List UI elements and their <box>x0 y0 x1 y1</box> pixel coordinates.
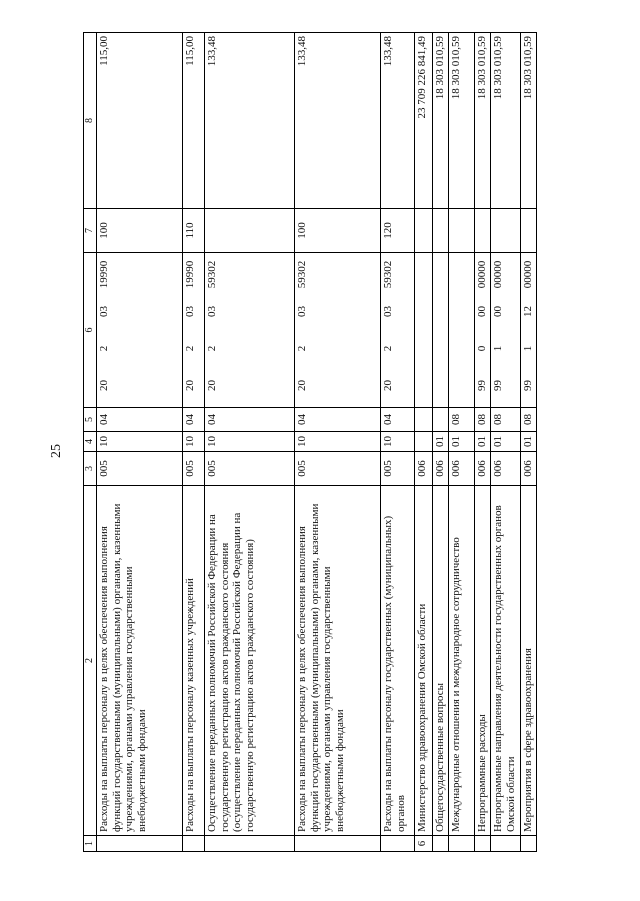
target-code-part: 03 <box>296 306 308 317</box>
cell-c5: 04 <box>183 408 205 432</box>
table-row <box>491 33 521 852</box>
cell-c7 <box>449 209 475 253</box>
target-code-part: 20 <box>206 380 218 391</box>
target-code-part: 2 <box>296 345 308 352</box>
cell-c8: 18 303 010,59 <box>475 33 491 209</box>
target-code-part: 20 <box>382 380 394 391</box>
cell-c3: 006 <box>491 452 521 486</box>
target-code-part: 99 <box>492 380 504 391</box>
cell-desc: Мероприятия в сфере здравоохранения <box>521 486 537 836</box>
cell-c3: 005 <box>205 452 295 486</box>
target-code-part: 2 <box>184 345 196 352</box>
cell-c7 <box>415 209 433 253</box>
target-code-part: 03 <box>98 306 110 317</box>
cell-c8: 133,48 <box>295 33 381 209</box>
target-code-part: 99 <box>476 380 488 391</box>
cell-c5: 08 <box>521 408 537 432</box>
target-code-part: 00 <box>476 306 488 317</box>
cell-c3: 005 <box>381 452 415 486</box>
cell-c1 <box>381 836 415 852</box>
cell-c7 <box>521 209 537 253</box>
cell-c1: 6 <box>415 836 433 852</box>
target-code-part: 2 <box>206 345 218 352</box>
target-code-part: 00000 <box>476 260 488 289</box>
cell-c8: 18 303 010,59 <box>449 33 475 209</box>
target-code-part: 03 <box>382 306 394 317</box>
target-code-part: 20 <box>296 380 308 391</box>
cell-c5 <box>415 408 433 432</box>
header-cell: 7 <box>84 209 97 253</box>
cell-c1 <box>475 836 491 852</box>
cell-c7: 110 <box>183 209 205 253</box>
table-row <box>449 33 475 852</box>
cell-c6 <box>381 253 415 408</box>
cell-c6 <box>491 253 521 408</box>
table-row <box>521 33 537 852</box>
target-code-part: 19990 <box>98 260 110 289</box>
cell-desc: Международные отношения и международное сотрудничество <box>449 486 475 836</box>
cell-c5: 04 <box>205 408 295 432</box>
cell-c3: 006 <box>433 452 449 486</box>
cell-c7: 120 <box>381 209 415 253</box>
header-cell: 4 <box>84 432 97 452</box>
cell-c6 <box>449 253 475 408</box>
cell-c4: 10 <box>183 432 205 452</box>
cell-c5: 08 <box>449 408 475 432</box>
target-code-part: 19990 <box>184 260 196 289</box>
cell-c1 <box>449 836 475 852</box>
target-code-part: 59302 <box>296 260 308 289</box>
cell-c3: 006 <box>415 452 433 486</box>
header-cell: 8 <box>84 33 97 209</box>
cell-c4: 10 <box>381 432 415 452</box>
table-row <box>183 33 205 852</box>
cell-c1 <box>491 836 521 852</box>
cell-c8: 133,48 <box>205 33 295 209</box>
cell-c6 <box>475 253 491 408</box>
cell-c1 <box>183 836 205 852</box>
target-code-part: 00000 <box>492 260 504 289</box>
cell-c1 <box>97 836 183 852</box>
cell-c4: 01 <box>521 432 537 452</box>
page-number: 25 <box>49 444 64 458</box>
cell-c5: 04 <box>295 408 381 432</box>
table-row <box>415 33 433 852</box>
target-code-part: 0 <box>476 345 488 352</box>
target-code-part: 20 <box>184 380 196 391</box>
target-code-part: 2 <box>382 345 394 352</box>
header-cell: 6 <box>84 253 97 408</box>
cell-c8: 115,00 <box>97 33 183 209</box>
target-code-part: 2 <box>98 345 110 352</box>
header-cell: 3 <box>84 452 97 486</box>
rotated-content <box>83 33 613 852</box>
cell-desc: Непрограммные расходы <box>475 486 491 836</box>
cell-c7: 100 <box>295 209 381 253</box>
target-code-part: 1 <box>522 345 534 352</box>
cell-c8: 18 303 010,59 <box>491 33 521 209</box>
cell-c7 <box>491 209 521 253</box>
cell-desc: Расходы на выплаты персоналу казенных учреждений <box>183 486 205 836</box>
cell-c4: 10 <box>205 432 295 452</box>
cell-c8: 115,00 <box>183 33 205 209</box>
cell-c7 <box>475 209 491 253</box>
cell-c1 <box>295 836 381 852</box>
cell-c4: 10 <box>97 432 183 452</box>
cell-c5: 08 <box>491 408 521 432</box>
table-row <box>97 33 183 852</box>
cell-desc: Министерство здравоохранения Омской области <box>415 486 433 836</box>
cell-c8: 18 303 010,59 <box>433 33 449 209</box>
cell-c5 <box>433 408 449 432</box>
header-cell: 1 <box>84 836 97 852</box>
target-code-part: 20 <box>98 380 110 391</box>
cell-c4: 01 <box>475 432 491 452</box>
cell-desc: Расходы на выплаты персоналу государственных (муниципальных) органов <box>381 486 415 836</box>
cell-c7 <box>433 209 449 253</box>
table-row <box>475 33 491 852</box>
cell-c4: 01 <box>433 432 449 452</box>
header-row <box>84 33 97 852</box>
target-code-part: 00 <box>492 306 504 317</box>
target-code-part: 03 <box>206 306 218 317</box>
cell-c5: 08 <box>475 408 491 432</box>
cell-c4: 01 <box>491 432 521 452</box>
cell-desc: Непрограммные направления деятельности государственных органов Омской области <box>491 486 521 836</box>
header-cell: 2 <box>84 486 97 836</box>
table-row <box>205 33 295 852</box>
cell-c3: 005 <box>183 452 205 486</box>
target-code-part: 00000 <box>522 260 534 289</box>
cell-c4: 10 <box>295 432 381 452</box>
cell-desc: Общегосударственные вопросы <box>433 486 449 836</box>
cell-c3: 005 <box>97 452 183 486</box>
cell-c6 <box>415 253 433 408</box>
cell-c6 <box>521 253 537 408</box>
cell-c3: 006 <box>449 452 475 486</box>
cell-c7 <box>205 209 295 253</box>
cell-c6 <box>295 253 381 408</box>
cell-c6 <box>97 253 183 408</box>
cell-c6 <box>205 253 295 408</box>
cell-c4 <box>415 432 433 452</box>
cell-c5: 04 <box>97 408 183 432</box>
target-code-part: 59302 <box>382 260 394 289</box>
cell-desc: Расходы на выплаты персоналу в целях обеспечения выполнения функций государственными (муниципальными) органами, казенными учреждениями, органами управления государственными внебюджетными фондами <box>97 486 183 836</box>
cell-c3: 006 <box>475 452 491 486</box>
cell-desc: Расходы на выплаты персоналу в целях обеспечения выполнения функций государственными (муниципальными) органами, казенными учреждениями, органами управления государственными внебюджетными фондами <box>295 486 381 836</box>
cell-c4: 01 <box>449 432 475 452</box>
budget-table <box>83 32 537 852</box>
target-code-part: 1 <box>492 345 504 352</box>
budget-table-page <box>83 33 613 852</box>
cell-c3: 005 <box>295 452 381 486</box>
cell-c8: 23 709 226 841,49 <box>415 33 433 209</box>
cell-desc: Осуществление переданных полномочий Российской Федерации на государственную регистрацию актов гражданского состояния (осуществление переданных полномочий Российской Федерации на государственную регистрацию актов гражданского состояния) <box>205 486 295 836</box>
table-row <box>433 33 449 852</box>
cell-c5: 04 <box>381 408 415 432</box>
cell-c1 <box>433 836 449 852</box>
cell-c8: 18 303 010,59 <box>521 33 537 209</box>
cell-c6 <box>183 253 205 408</box>
target-code-part: 03 <box>184 306 196 317</box>
table-row <box>295 33 381 852</box>
cell-c3: 006 <box>521 452 537 486</box>
cell-c1 <box>521 836 537 852</box>
target-code-part: 59302 <box>206 260 218 289</box>
target-code-part: 99 <box>522 380 534 391</box>
cell-c7: 100 <box>97 209 183 253</box>
table-row <box>381 33 415 852</box>
cell-c1 <box>205 836 295 852</box>
target-code-part: 12 <box>522 306 534 317</box>
cell-c6 <box>433 253 449 408</box>
header-cell: 5 <box>84 408 97 432</box>
cell-c8: 133,48 <box>381 33 415 209</box>
